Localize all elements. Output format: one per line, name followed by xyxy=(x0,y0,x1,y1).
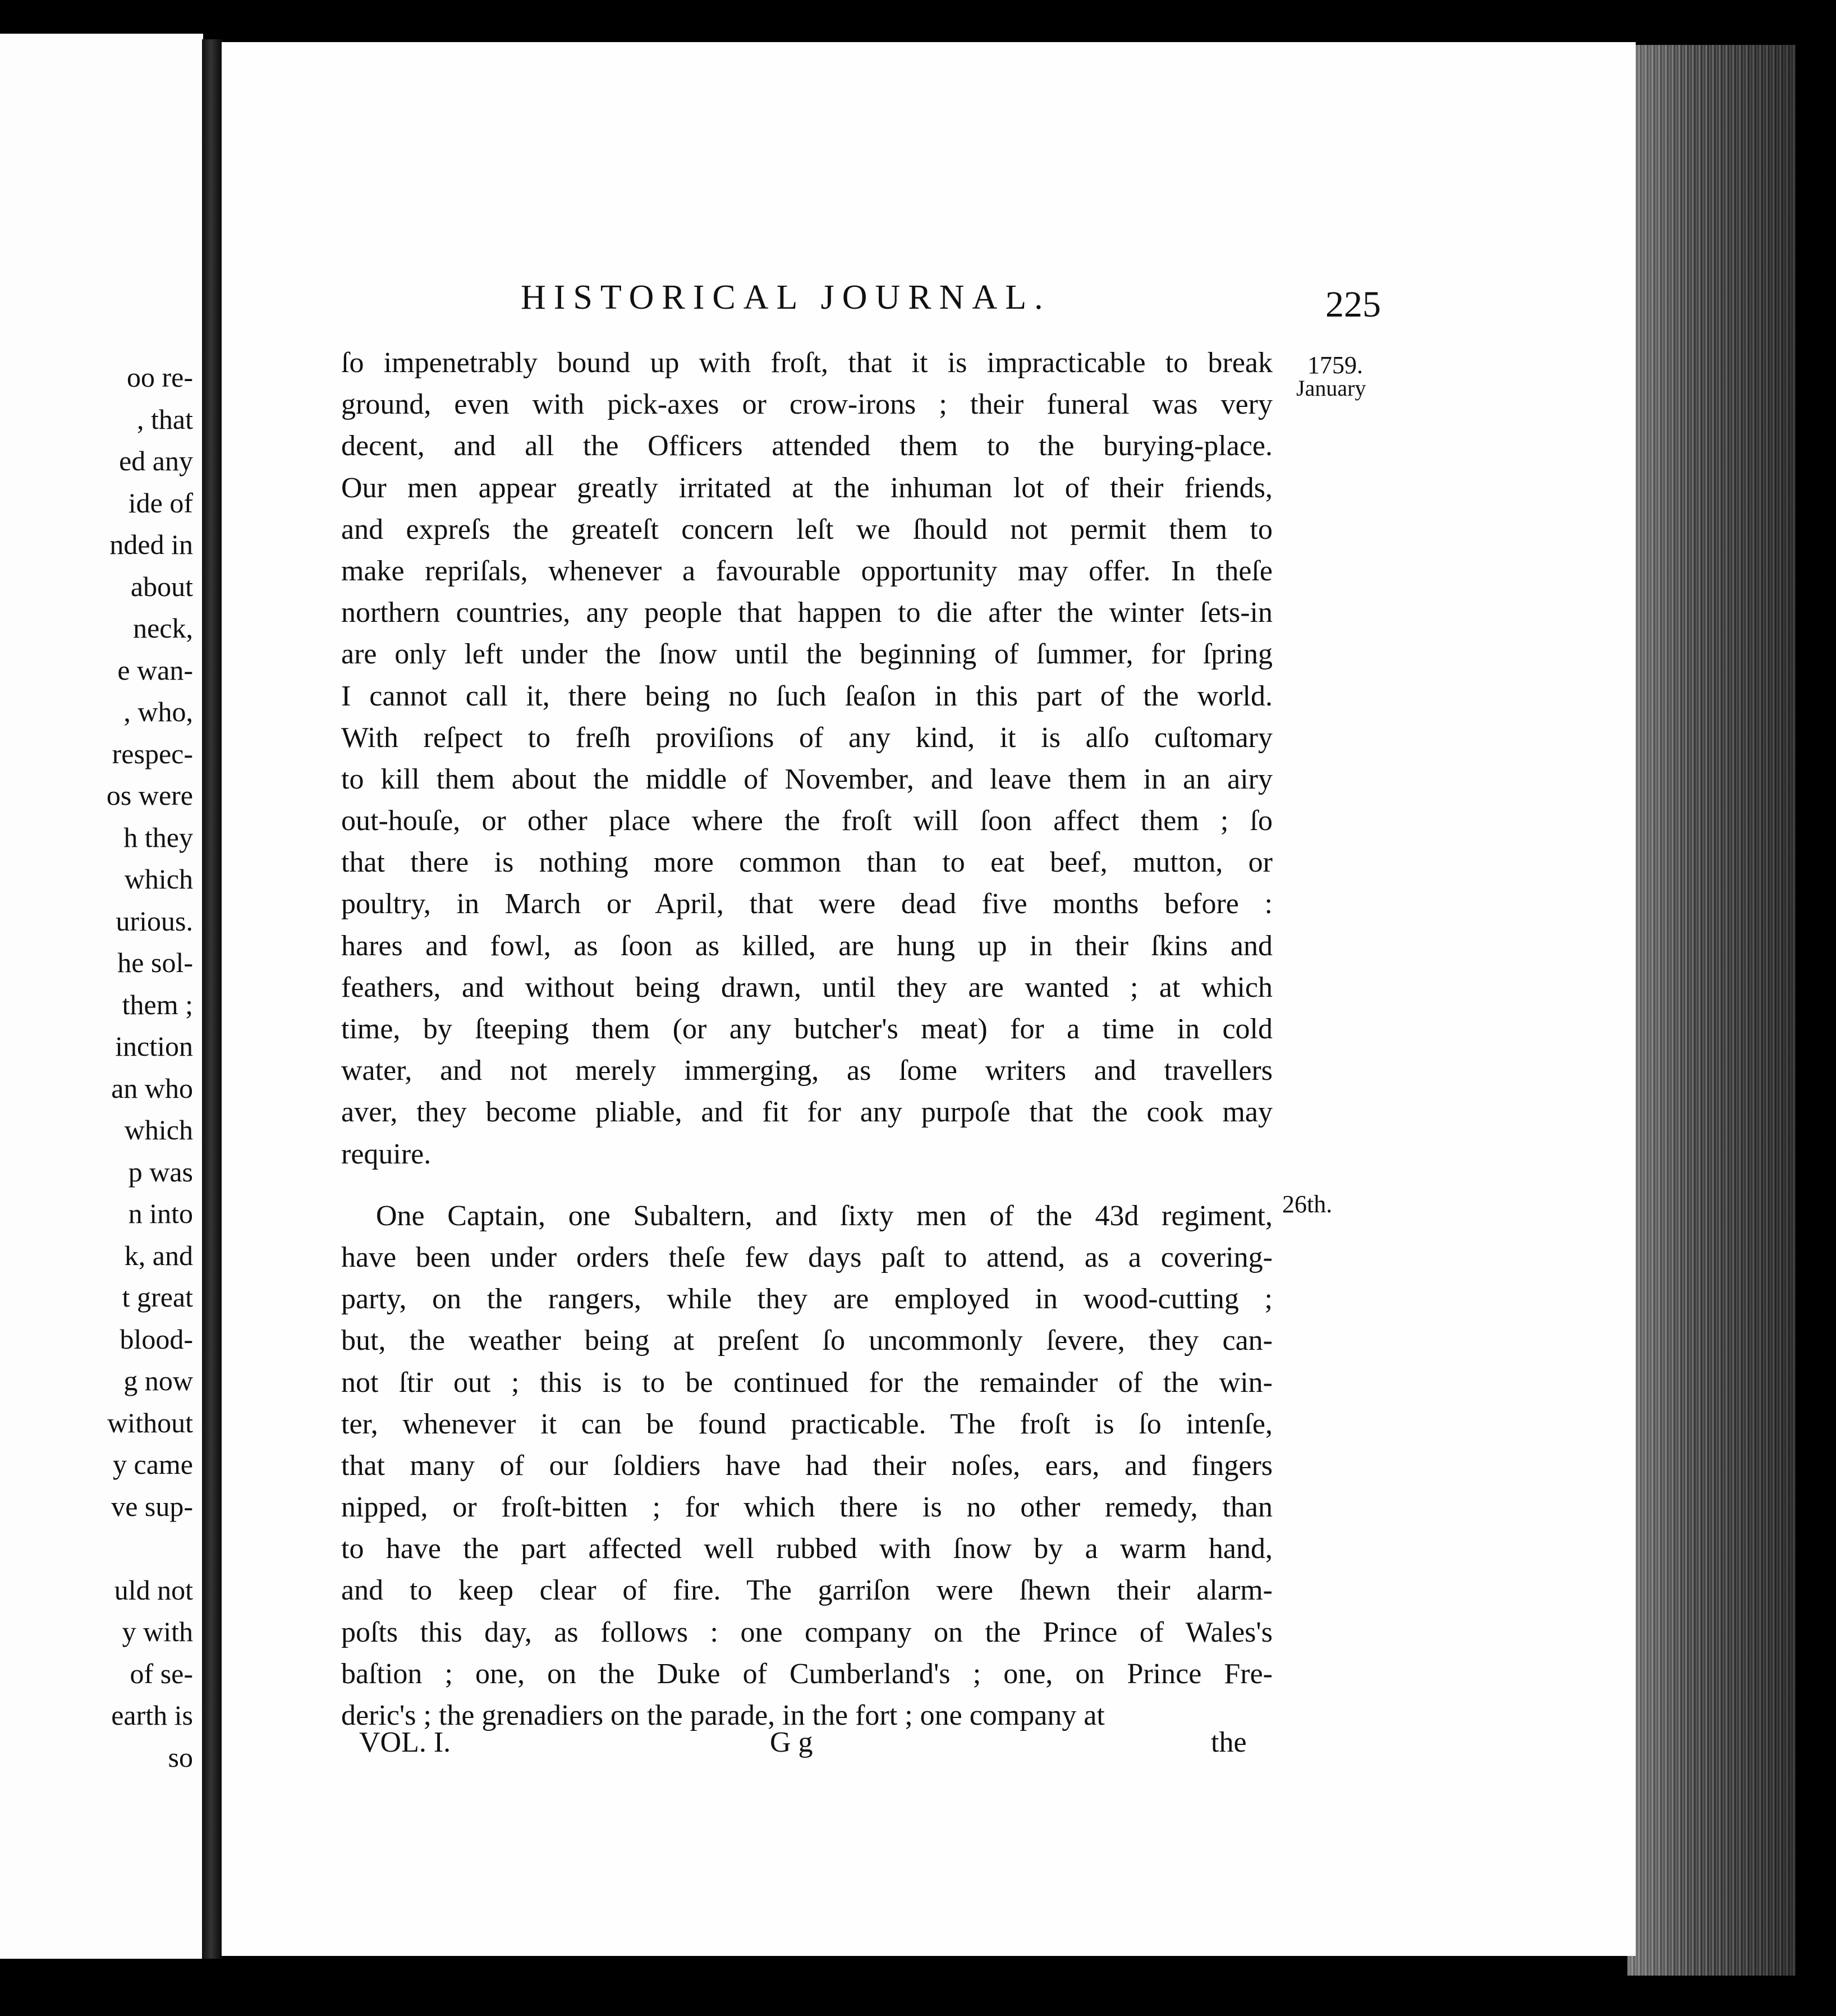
facing-page-fragment: an who xyxy=(111,1072,193,1104)
text-line: and to keep clear of fire. The garriſon were ſhewn their alarm- xyxy=(341,1574,1273,1607)
text-line: party, on the rangers, while they are employed in wood-cutting ; xyxy=(341,1283,1273,1316)
facing-page-fragment: inction xyxy=(115,1030,193,1062)
running-head: HISTORICAL JOURNAL. xyxy=(521,278,1051,317)
margin-note-year: 1759. xyxy=(1307,351,1363,379)
facing-page-fragment: h they xyxy=(123,821,193,853)
facing-page-fragment: of se- xyxy=(130,1657,193,1689)
text-line: aver, they become pliable, and fit for any purpoſe that the cook may xyxy=(341,1096,1273,1129)
text-line: but, the weather being at preſent ſo uncommonly ſevere, they can- xyxy=(341,1325,1273,1357)
facing-page-fragment: oo re- xyxy=(127,361,193,393)
text-line: time, by ſteeping them (or any butcher's meat) for a time in cold xyxy=(341,1013,1273,1045)
text-line: to have the part affected well rubbed with ſnow by a warm hand, xyxy=(341,1533,1273,1565)
text-line: deric's ; the grenadiers on the parade, in the fort ; one company at xyxy=(341,1699,1105,1731)
text-line: that many of our ſoldiers have had their noſes, ears, and fingers xyxy=(341,1449,1273,1482)
facing-page-fragment: y came xyxy=(113,1449,193,1480)
facing-page-fragment: without xyxy=(107,1406,193,1438)
facing-page-fragment: , that xyxy=(137,403,193,435)
text-line: nipped, or froſt-bitten ; for which there is no other remedy, than xyxy=(341,1491,1273,1524)
footer-volume: VOL. I. xyxy=(359,1726,451,1758)
book-gutter xyxy=(202,39,224,1959)
text-line: baſtion ; one, on the Duke of Cumberland's ; one, on Prince Fre- xyxy=(341,1657,1273,1690)
text-line: ter, whenever it can be found practicable. The froſt is ſo intenſe, xyxy=(341,1408,1273,1440)
facing-page-fragment: blood- xyxy=(120,1323,193,1355)
facing-page-fragment: k, and xyxy=(124,1239,193,1271)
text-line: are only left under the ſnow until the beginning of ſummer, for ſpring xyxy=(341,638,1273,671)
text-line: One Captain, one Subaltern, and ſixty men of the 43d regiment, xyxy=(376,1199,1273,1232)
facing-page xyxy=(0,34,203,1959)
text-line: feathers, and without being drawn, until they are wanted ; at which xyxy=(341,971,1273,1004)
text-line: I cannot call it, there being no ſuch ſeaſon in this part of the world. xyxy=(341,680,1273,712)
facing-page-fragment: ve sup- xyxy=(111,1490,193,1522)
margin-note-month: January xyxy=(1296,375,1366,401)
facing-page-fragment: earth is xyxy=(111,1699,193,1731)
text-line: ſo impenetrably bound up with froſt, that it is impracticable to break xyxy=(341,347,1273,379)
text-line: to kill them about the middle of November, and leave them in an airy xyxy=(341,763,1273,795)
text-line: northern countries, any people that happen to die after the winter ſets-in xyxy=(341,597,1273,629)
facing-page-fragment: nded in xyxy=(109,529,193,560)
facing-page-fragment: os were xyxy=(106,780,193,811)
facing-page-fragment: , who, xyxy=(123,696,193,727)
margin-note-day: 26th. xyxy=(1282,1190,1333,1218)
facing-page-fragment: urious. xyxy=(116,905,193,937)
facing-page-fragment: about xyxy=(130,570,193,602)
text-line: not ſtir out ; this is to be continued for the remainder of the win- xyxy=(341,1366,1273,1399)
facing-page-fragment: respec- xyxy=(112,737,193,769)
text-line: Our men appear greatly irritated at the inhuman lot of their friends, xyxy=(341,471,1273,504)
text-line: ground, even with pick-axes or crow-irons ; their funeral was very xyxy=(341,388,1273,421)
facing-page-fragment: so xyxy=(168,1741,193,1773)
text-line: out-houſe, or other place where the froſt will ſoon affect them ; ſo xyxy=(341,805,1273,837)
facing-page-fragment: y with xyxy=(122,1616,193,1647)
text-line: poultry, in March or April, that were dead five months before : xyxy=(341,888,1273,920)
text-line: poſts this day, as follows : one company on the Prince of Wales's xyxy=(341,1616,1273,1648)
facing-page-fragment: neck, xyxy=(133,612,193,644)
facing-page-fragment: g now xyxy=(123,1365,193,1396)
facing-page-fragment: t great xyxy=(122,1281,193,1313)
paragraph-2 xyxy=(341,1195,1273,1736)
facing-page-fragment: ed any xyxy=(119,445,193,476)
facing-page-fragment: which xyxy=(124,1114,193,1146)
facing-page-fragment: n into xyxy=(128,1198,193,1229)
facing-page-fragment: p was xyxy=(128,1156,193,1188)
facing-page-fragment: he sol- xyxy=(117,947,193,978)
text-line: make repriſals, whenever a favourable opportunity may offer. In theſe xyxy=(341,555,1273,587)
footer-catchword: the xyxy=(1211,1726,1247,1758)
facing-page-fragment: them ; xyxy=(122,988,193,1020)
facing-page-fragment: ide of xyxy=(128,487,193,519)
text-line: hares and fowl, as ſoon as killed, are hung up in their ſkins and xyxy=(341,929,1273,962)
page-number: 225 xyxy=(1325,284,1381,325)
book-edge-shading xyxy=(1627,45,1796,1976)
body-text xyxy=(341,342,1273,1736)
text-line: that there is nothing more common than to eat beef, mutton, or xyxy=(341,846,1273,879)
facing-page-fragment: uld not xyxy=(114,1574,193,1606)
facing-page-fragment: which xyxy=(124,863,193,895)
text-line: and expreſs the greateſt concern leſt we ſhould not permit them to xyxy=(341,513,1273,546)
footer-signature-mark: G g xyxy=(770,1726,813,1758)
paragraph-1 xyxy=(341,342,1273,1175)
text-line: decent, and all the Officers attended them to the burying-place. xyxy=(341,430,1273,462)
text-line: have been under orders theſe few days paſt to attend, as a covering- xyxy=(341,1241,1273,1273)
text-line: With reſpect to freſh proviſions of any kind, it is alſo cuſtomary xyxy=(341,721,1273,754)
facing-page-fragment: e wan- xyxy=(117,654,193,686)
text-line: water, and not merely immerging, as ſome writers and travellers xyxy=(341,1055,1273,1087)
text-line: require. xyxy=(341,1138,432,1170)
